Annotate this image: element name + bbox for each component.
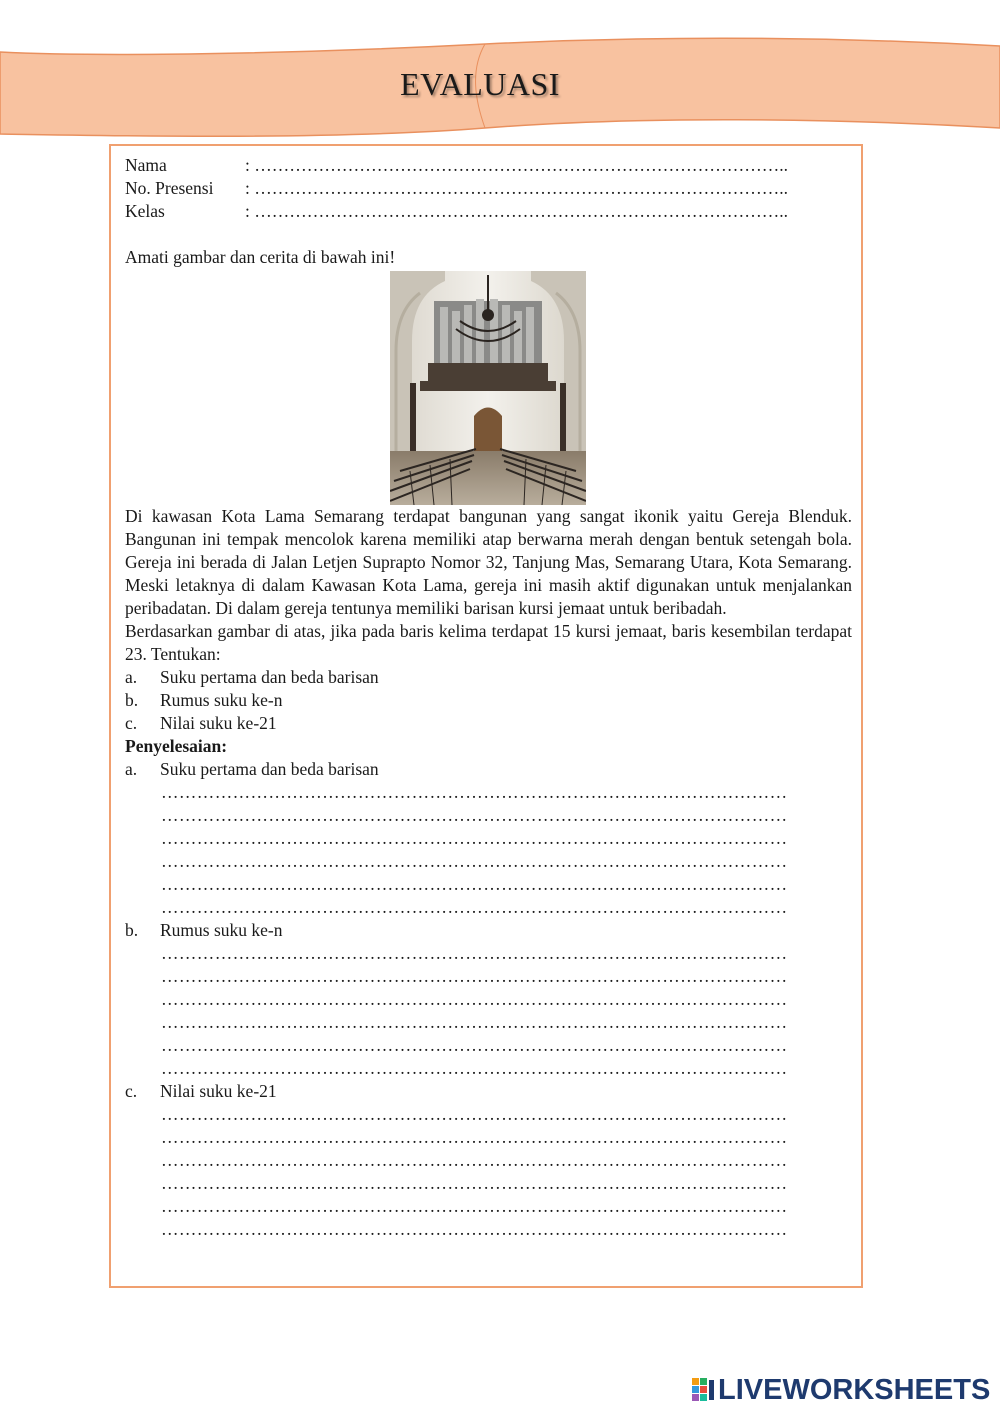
question-a bbox=[125, 666, 852, 689]
question-b-letter: b. bbox=[125, 690, 139, 710]
story-paragraph: Di kawasan Kota Lama Semarang terdapat bangunan yang sangat ikonik yaitu Gereja Blenduk. Bangunan ini tempak mencolok karena memiliki atap berwarna merah dengan bentuk setengah bola. Gereja ini berada di Jalan Letjen Suprapto Nomor 32, Tanjung Mas, Semarang Utara, Kota Semarang. Meski letaknya di dalam Kawasan Kota Lama, gereja ini masih aktif digunakan untuk menjalankan peribadatan. Di dalam gereja tentunya memiliki barisan kursi jemaat untuk beribadah. bbox=[125, 506, 852, 618]
instruction-text: Amati gambar dan cerita di bawah ini! bbox=[125, 247, 396, 267]
answer-c-letter: c. bbox=[125, 1081, 138, 1101]
answer-c-heading bbox=[125, 1080, 852, 1103]
answer-a-heading bbox=[125, 758, 852, 781]
answer-c-line[interactable]: …………………………………………………………………………………………… bbox=[161, 1196, 788, 1216]
liveworksheets-logo bbox=[692, 1374, 990, 1406]
answer-a-line[interactable]: …………………………………………………………………………………………… bbox=[161, 874, 788, 894]
answer-a-line[interactable]: …………………………………………………………………………………………… bbox=[161, 805, 788, 825]
question-a-letter: a. bbox=[125, 667, 138, 687]
worksheet-content bbox=[125, 154, 852, 1241]
worksheet-frame bbox=[109, 144, 863, 1288]
answer-b-line[interactable]: …………………………………………………………………………………………… bbox=[161, 1012, 788, 1032]
name-field[interactable]: : ……………………………………………………………………………….. bbox=[245, 155, 788, 175]
answer-b-line[interactable]: …………………………………………………………………………………………… bbox=[161, 966, 788, 986]
question-a-text: Suku pertama dan beda barisan bbox=[160, 667, 379, 687]
answer-c-line[interactable]: …………………………………………………………………………………………… bbox=[161, 1150, 788, 1170]
question-c bbox=[125, 712, 852, 735]
answer-a-letter: a. bbox=[125, 759, 138, 779]
answer-b-line[interactable]: …………………………………………………………………………………………… bbox=[161, 989, 788, 1009]
answer-b-line[interactable]: …………………………………………………………………………………………… bbox=[161, 1035, 788, 1055]
liveworksheets-logo-icon bbox=[692, 1378, 716, 1402]
answer-b-line[interactable]: …………………………………………………………………………………………… bbox=[161, 943, 788, 963]
question-c-letter: c. bbox=[125, 713, 138, 733]
answer-a-title: Suku pertama dan beda barisan bbox=[160, 759, 379, 779]
kelas-field-row bbox=[125, 200, 852, 223]
kelas-label: Kelas bbox=[125, 201, 165, 221]
answer-b-title: Rumus suku ke-n bbox=[160, 920, 283, 940]
answer-a-line[interactable]: …………………………………………………………………………………………… bbox=[161, 782, 788, 802]
answer-b-letter: b. bbox=[125, 920, 139, 940]
presensi-field[interactable]: : ……………………………………………………………………………….. bbox=[245, 178, 788, 198]
question-c-text: Nilai suku ke-21 bbox=[160, 713, 277, 733]
answer-c-line[interactable]: …………………………………………………………………………………………… bbox=[161, 1104, 788, 1124]
page-title: EVALUASI bbox=[400, 66, 560, 102]
kelas-field[interactable]: : ……………………………………………………………………………….. bbox=[245, 201, 788, 221]
presensi-label: No. Presensi bbox=[125, 178, 214, 198]
solution-heading: Penyelesaian: bbox=[125, 736, 228, 756]
question-b-text: Rumus suku ke-n bbox=[160, 690, 283, 710]
answer-b-line[interactable]: …………………………………………………………………………………………… bbox=[161, 1058, 788, 1078]
answer-c-line[interactable]: …………………………………………………………………………………………… bbox=[161, 1219, 788, 1239]
answer-c-title: Nilai suku ke-21 bbox=[160, 1081, 277, 1101]
answer-a-line[interactable]: …………………………………………………………………………………………… bbox=[161, 828, 788, 848]
church-interior-photo bbox=[390, 271, 586, 505]
answer-c-line[interactable]: …………………………………………………………………………………………… bbox=[161, 1127, 788, 1147]
name-label: Nama bbox=[125, 155, 167, 175]
answer-a-line[interactable]: …………………………………………………………………………………………… bbox=[161, 851, 788, 871]
problem-statement: Berdasarkan gambar di atas, jika pada baris kelima terdapat 15 kursi jemaat, baris kesembilan terdapat 23. Tentukan: bbox=[125, 621, 852, 664]
answer-a-line[interactable]: …………………………………………………………………………………………… bbox=[161, 897, 788, 917]
answer-c-line[interactable]: …………………………………………………………………………………………… bbox=[161, 1173, 788, 1193]
question-b bbox=[125, 689, 852, 712]
name-field-row bbox=[125, 154, 852, 177]
answer-b-heading bbox=[125, 919, 852, 942]
presensi-field-row bbox=[125, 177, 852, 200]
liveworksheets-logo-text: LIVEWORKSHEETS bbox=[718, 1373, 991, 1406]
